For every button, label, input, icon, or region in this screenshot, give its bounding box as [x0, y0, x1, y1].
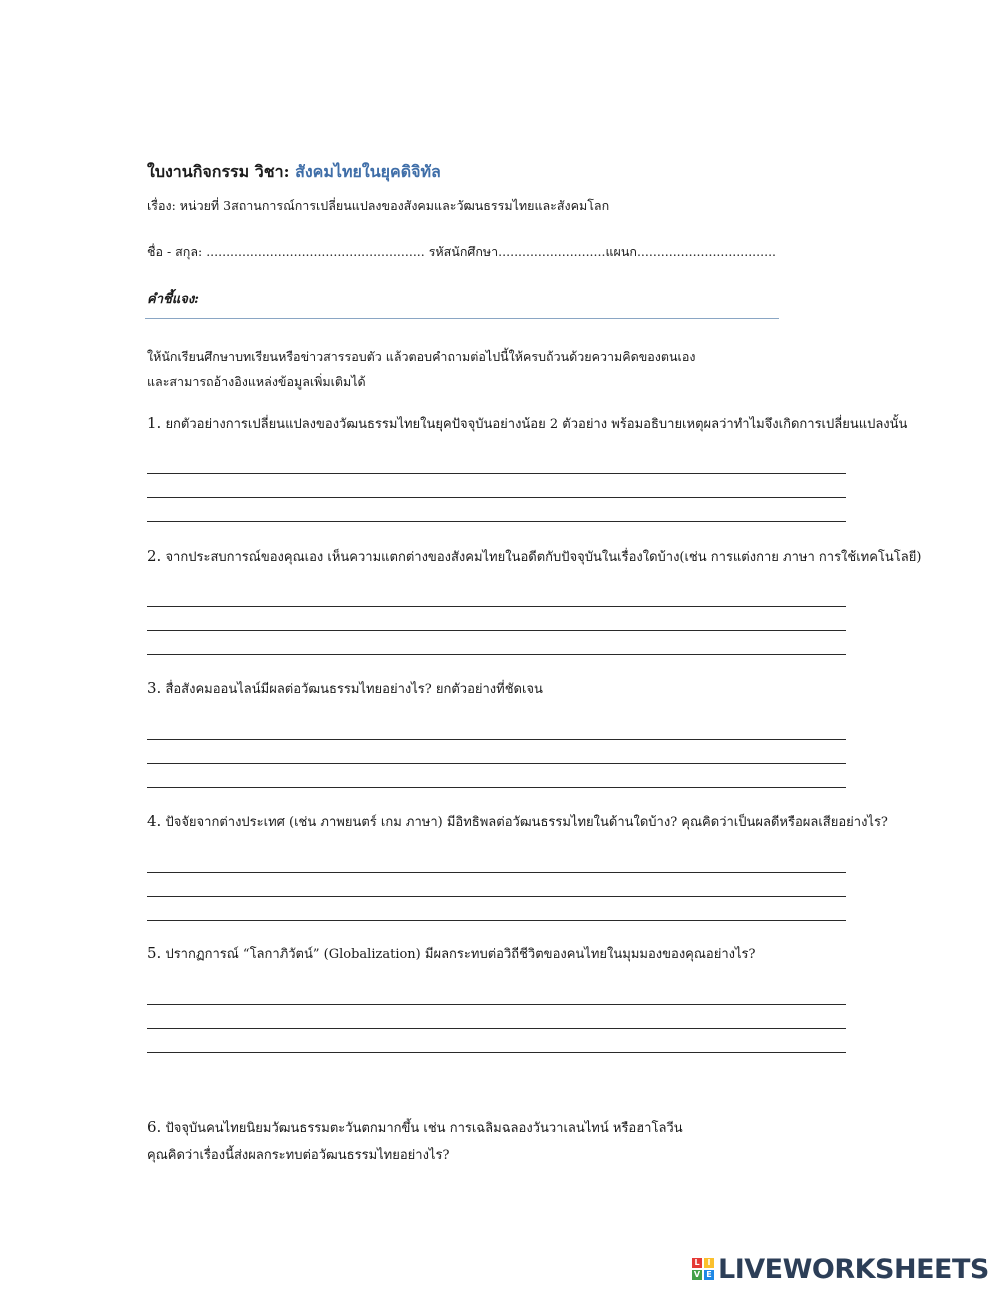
question-number: 1. [147, 414, 162, 432]
logo-letter-e: E [704, 1270, 714, 1280]
logo-letter-l: L [692, 1258, 702, 1268]
question-text-continued: คุณคิดว่าเรื่องนี้ส่งผลกระทบต่อวัฒนธรรมไทยอย่างไร? [147, 1148, 450, 1163]
instructions-text [147, 344, 695, 394]
answer-line-2c[interactable] [147, 654, 846, 655]
title-colon: : [283, 162, 296, 181]
question-6 [147, 1114, 683, 1169]
answer-line-4c[interactable] [147, 920, 846, 921]
answer-line-3a[interactable] [147, 739, 846, 740]
answer-line-3c[interactable] [147, 787, 846, 788]
question-text: สื่อสังคมออนไลน์มีผลต่อวัฒนธรรมไทยอย่างไร? ยกตัวอย่างที่ชัดเจน [161, 682, 543, 697]
answer-line-5c[interactable] [147, 1052, 846, 1053]
question-4 [147, 808, 888, 836]
instructions-line-1: ให้นักเรียนศึกษาบทเรียนหรือข่าวสารรอบตัว แล้วตอบคำถามต่อไปนี้ให้ครบถ้วนด้วยความคิดของตนเอง [147, 349, 696, 364]
instructions-line-2: และสามารถอ้างอิงแหล่งข้อมูลเพิ่มเติมได้ [147, 374, 366, 389]
question-text: ปรากฏการณ์ “โลกาภิวัตน์” (Globalization) มีผลกระทบต่อวิถีชีวิตของคนไทยในมุมมองของคุณอย่างไร? [161, 947, 756, 962]
question-text: จากประสบการณ์ของคุณเอง เห็นความแตกต่างของสังคมไทยในอดีตกับปัจจุบันในเรื่องใดบ้าง(เช่น การแต่งกาย ภาษา การใช้เทคโนโลยี) [161, 550, 922, 565]
student-info-line: ชื่อ - สกุล: ....................................................... รหัสนักศึกษา...........................แผนก................................... [147, 244, 777, 259]
subject-name: สังคมไทยในยุคดิจิทัล [295, 162, 441, 181]
logo-letter-i: I [704, 1258, 714, 1268]
question-2 [147, 543, 921, 571]
question-number: 6. [147, 1118, 162, 1136]
question-number: 3. [147, 679, 162, 697]
logo-badge-icon [692, 1258, 714, 1280]
liveworksheets-logo [692, 1252, 989, 1286]
question-text: ปัจจัยจากต่างประเทศ (เช่น ภาพยนตร์ เกม ภาษา) มีอิทธิพลต่อวัฒนธรรมไทยในด้านใดบ้าง? คุณคิดว่าเป็นผลดีหรือผลเสียอย่างไร? [161, 815, 888, 830]
question-text: ยกตัวอย่างการเปลี่ยนแปลงของวัฒนธรรมไทยในยุคปัจจุบันอย่างน้อย 2 ตัวอย่าง พร้อมอธิบายเหตุผลว่าทำไมจึงเกิดการเปลี่ยนแปลงนั้น [161, 417, 908, 432]
answer-line-5a[interactable] [147, 1004, 846, 1005]
logo-letter-v: V [693, 1270, 701, 1279]
answer-line-1b[interactable] [147, 497, 846, 498]
answer-line-2b[interactable] [147, 630, 846, 631]
question-number: 4. [147, 812, 162, 830]
answer-line-4a[interactable] [147, 872, 846, 873]
answer-line-2a[interactable] [147, 606, 846, 607]
section-divider [145, 318, 779, 319]
topic-line: เรื่อง: หน่วยที่ 3สถานการณ์การเปลี่ยนแปลงของสังคมและวัฒนธรรมไทยและสังคมโลก [147, 198, 610, 213]
worksheet-title [147, 160, 441, 185]
question-number: 2. [147, 547, 162, 565]
question-text: ปัจจุบันคนไทยนิยมวัฒนธรรมตะวันตกมากขึ้น เช่น การเฉลิมฉลองวันวาเลนไทน์ หรือฮาโลวีน [161, 1121, 683, 1136]
title-prefix: ใบงานกิจกรรม วิชา [147, 162, 284, 181]
question-number: 5. [147, 944, 162, 962]
answer-line-4b[interactable] [147, 896, 846, 897]
logo-wordmark: LIVEWORKSHEETS [718, 1253, 989, 1285]
question-1 [147, 410, 907, 438]
question-3 [147, 675, 543, 703]
answer-line-1a[interactable] [147, 473, 846, 474]
answer-line-1c[interactable] [147, 521, 846, 522]
answer-line-5b[interactable] [147, 1028, 846, 1029]
answer-line-3b[interactable] [147, 763, 846, 764]
question-5 [147, 940, 756, 968]
instructions-label: คำชี้แจง: [147, 292, 199, 307]
